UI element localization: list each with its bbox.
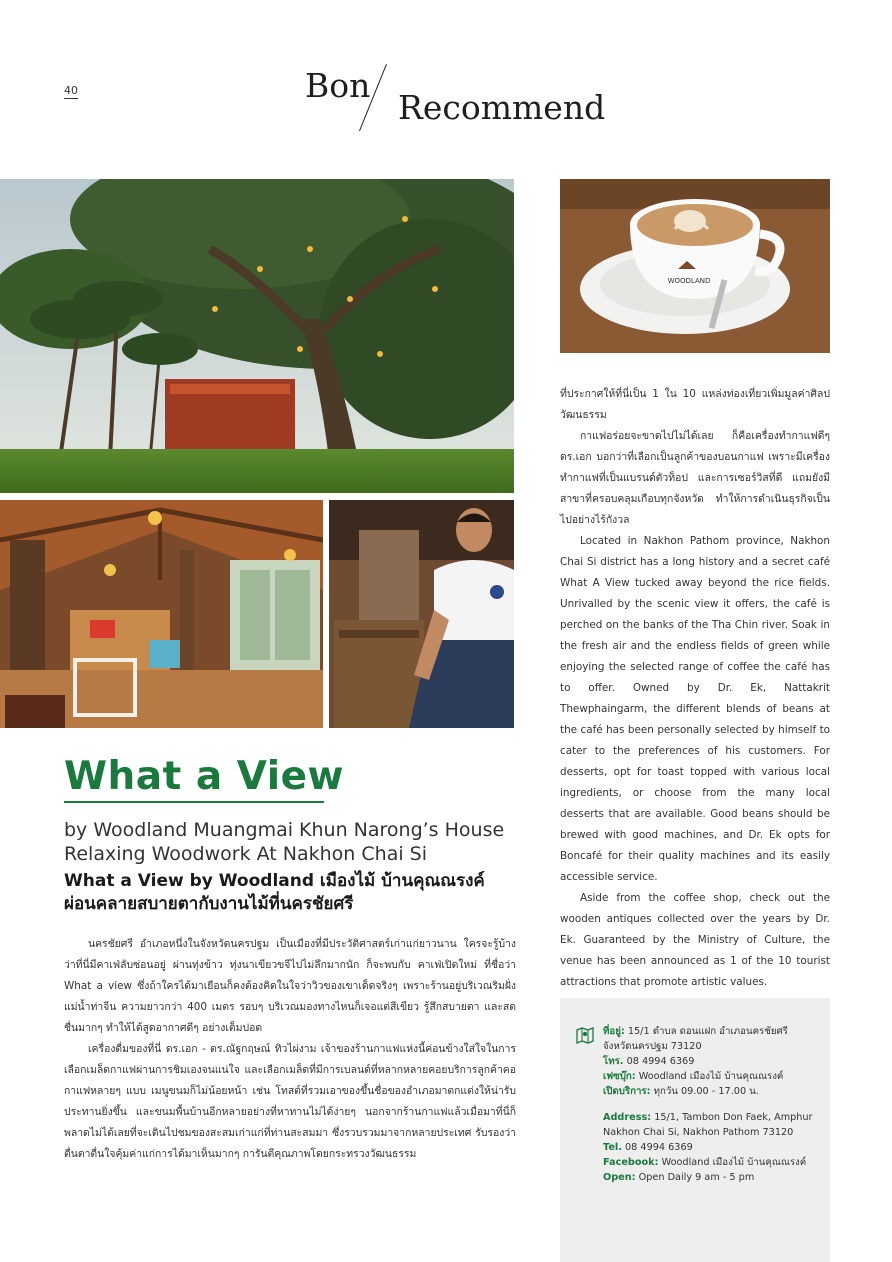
cup-brand-text: WOODLAND bbox=[667, 277, 711, 285]
info-label: Address: bbox=[603, 1112, 652, 1123]
info-value: Woodland เมืองไม้ บ้านคุณณรงค์ bbox=[661, 1157, 807, 1168]
info-en-facebook bbox=[603, 1155, 825, 1170]
body-paragraph: กาแฟอร่อยจะขาดไปไม่ได้เลย ก็คือเครื่องทำกาแฟดีๆ ดร.เอก บอกว่าที่เลือกเป็นลูกค้าของบอนกาแฟ เพราะมีเครื่องทำกาแฟที่เป็นแบรนด์ตัวท็อป และการเซอร์วิสที่ดี แถมยังมีสาขาที่ครอบคลุมเกือบทุกจังหวัด ทำให้การดำเนินธุรกิจเป็นไปอย่างไร้กังวล bbox=[560, 430, 830, 526]
body-paragraph: Aside from the coffee shop, check out the wooden antiques collected over the years by Dr. Ek. Guaranteed by the Ministry of Culture, the venue has been announced as 1 of the 10 tourist attractions that promote artistic values. bbox=[560, 892, 830, 988]
info-label: Tel. bbox=[603, 1142, 622, 1153]
cafe-interior-photo bbox=[0, 500, 323, 728]
info-value: Open Daily 9 am - 5 pm bbox=[638, 1172, 755, 1183]
info-en-address-line2: Nakhon Chai Si, Nakhon Pathom 73120 bbox=[603, 1127, 794, 1138]
info-en-tel bbox=[603, 1140, 825, 1155]
latte-cup-photo bbox=[560, 179, 830, 353]
info-th-tel bbox=[603, 1054, 825, 1069]
map-icon bbox=[576, 1026, 594, 1044]
section-brand-bon: Bon bbox=[305, 66, 371, 105]
info-label: Facebook: bbox=[603, 1157, 659, 1168]
info-label: เปิดบริการ: bbox=[603, 1086, 651, 1097]
info-th-address bbox=[603, 1024, 825, 1039]
info-value: 08 4994 6369 bbox=[626, 1056, 695, 1067]
subtitle-thai bbox=[64, 870, 534, 916]
info-value: Woodland เมืองไม้ บ้านคุณณรงค์ bbox=[638, 1071, 784, 1082]
body-right-column bbox=[560, 384, 830, 993]
subtitle-thai-line-1: What a View by Woodland เมืองไม้ บ้านคุณณรงค์ bbox=[64, 871, 485, 891]
info-value: 15/1, Tambon Don Faek, Amphur bbox=[654, 1112, 813, 1123]
info-value: ทุกวัน 09.00 - 17.00 น. bbox=[653, 1086, 759, 1097]
body-paragraph: เครื่องดื่มของที่นี่ ดร.เอก - ดร.ณัฐกฤษณ์ ทิวไผ่งาม เจ้าของร้านกาแฟแห่งนี้ค่อนข้างใส่ใจในการเลือกเมล็ดกาแฟผ่านการชิมเองจนแน่ใจ และเลือกเมล็ดที่มีการเบลนด์ที่หลากหลายคอยบริการลูกค้าคอกาแฟหลายๆ แบบ เมนูขนมก็ไม่น้อยหน้า เช่น โทสต์ที่รวมเอาของขึ้นชื่อของอำเภอมาตกแต่งให้น่ารับประทานยิ่งขึ้น และขนมพื้นบ้านอีกหลายอย่างที่หาทานไม่ได้ง่ายๆ นอกจากร้านกาแฟแล้วเมื่อมาที่นี่ก็พลาดไม่ได้เลยที่จะเดินไปชมของสะสมเก่าแก่ที่ท่านสะสมมา ซึ่งรวบรวมมาจากหลายประเทศ รับรองว่าตื่นตาตื่นใจคุ้มค่าแก่การได้มาเห็นมากๆ การันตีคุณภาพโดยกระทรวงวัฒนธรรม bbox=[64, 1043, 516, 1160]
info-details bbox=[603, 1024, 825, 1185]
info-label: โทร. bbox=[603, 1056, 624, 1067]
subtitle-english bbox=[64, 818, 534, 866]
info-label: Open: bbox=[603, 1172, 636, 1183]
subtitle-english-line-1: by Woodland Muangmai Khun Narong’s House bbox=[64, 819, 505, 841]
subtitle-english-line-2: Relaxing Woodwork At Nakhon Chai Si bbox=[64, 843, 427, 865]
page-number: 40 bbox=[64, 84, 78, 97]
info-th-address-line2: จังหวัดนครปฐม 73120 bbox=[603, 1041, 702, 1052]
info-en-address bbox=[603, 1110, 825, 1125]
body-paragraph: Located in Nakhon Pathom province, Nakhon Chai Si district has a long history and a secret café What A View tucked away beyond the rice fields. Unrivalled by the scenic view it offers, the café is perched on the banks of the Tha Chin river. Soak in the fresh air and the endless fields of green while enjoying the selected range of coffee the café has to offer. Owned by Dr. Ek, Nattakrit Thewphaingarm, the different blends of beans at the café has been personally selected by himself to cater to the preferences of his customers. For desserts, opt for toast topped with various local ingredients, or choose from the many local desserts that are available. Good beans should be brewed with good machines, and Dr. Ek opts for Boncafé for their quality machines and its easily accessible service. bbox=[560, 535, 830, 883]
body-paragraph: ที่ประกาศให้ที่นี่เป็น 1 ใน 10 แหล่งท่องเที่ยวเพิ่มมูลค่าศิลปวัฒนธรรม bbox=[560, 388, 830, 421]
info-label: เฟซบุ๊ก: bbox=[603, 1071, 636, 1082]
info-value: 08 4994 6369 bbox=[625, 1142, 693, 1153]
title-underline bbox=[64, 801, 324, 803]
article-title: What a View bbox=[64, 754, 345, 799]
subtitle-thai-line-2: ผ่อนคลายสบายตากับงานไม้ที่นครชัยศรี bbox=[64, 894, 354, 914]
info-value: 15/1 ตำบล ดอนแฝก อำเภอนครชัยศรี bbox=[627, 1026, 788, 1037]
body-thai-left-column bbox=[64, 934, 516, 1165]
info-th-open bbox=[603, 1084, 825, 1099]
info-en-open bbox=[603, 1170, 825, 1185]
owner-portrait-photo bbox=[329, 500, 514, 728]
body-paragraph: นครชัยศรี อำเภอหนึ่งในจังหวัดนครปฐม เป็นเมืองที่มีประวัติศาสตร์เก่าแก่ยาวนาน ใครจะรู้บ้างว่าที่นี่มีคาเฟ่ลับซ่อนอยู่ ผ่านทุ่งข้าว ทุ่งนาเขียวขจีไปไม่ลึกมากนัก ก็จะพบกับ คาเฟ่เปิดใหม่ ที่ชื่อว่า What a view ซึ่งถ้าใครได้มาเยือนก็คงต้องคิดในใจว่าวิวของเขาเด็ดจริงๆ เพราะร้านอยู่บริเวณริมฝั่งแม่น้ำท่าจีน ความยาวกว่า 400 เมตร รอบๆ บริเวณมองทางไหนก็เจอแต่สีเขียว รู้สึกสบายตา และสดชื่นมากๆ ทำให้ได้สูดอากาศดีๆ อย่างเต็มปอด bbox=[64, 938, 516, 1034]
info-label: ที่อยู่: bbox=[603, 1026, 625, 1037]
section-brand-recommend: Recommend bbox=[398, 88, 606, 127]
info-th-facebook bbox=[603, 1069, 825, 1084]
garden-tree-photo bbox=[0, 179, 514, 493]
